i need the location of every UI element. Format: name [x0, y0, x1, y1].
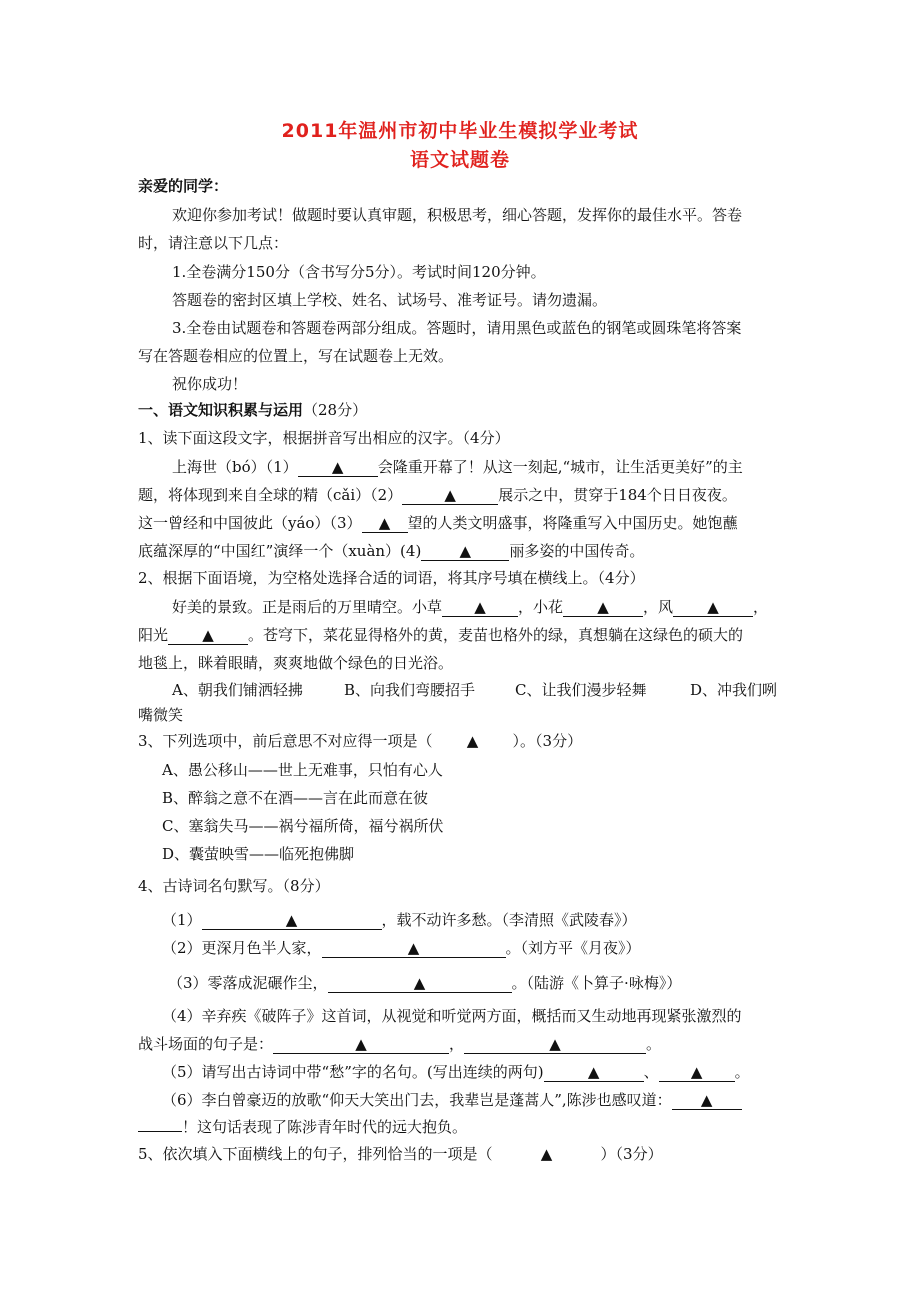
answer-blank[interactable]: [298, 458, 378, 477]
triangle-marker-icon: ▲: [474, 598, 486, 616]
q1-line4: [138, 541, 644, 561]
answer-blank[interactable]: [328, 974, 512, 993]
answer-blank[interactable]: [442, 598, 518, 617]
q4-text: （1）: [162, 911, 202, 929]
q4-text: 。（刘方平《月夜》）: [505, 939, 641, 957]
q1-text: 题，将体现到来自全球的精（cǎi）（2）: [138, 486, 403, 504]
intro-paragraph-line1: 欢迎你参加考试！做题时要认真审题，积极思考，细心答题，发挥你的最佳水平。答卷: [172, 206, 743, 224]
triangle-marker-icon: ▲: [355, 1035, 367, 1053]
triangle-marker-icon: ▲: [407, 939, 420, 957]
answer-blank[interactable]: [402, 486, 498, 505]
q2-text: ，: [753, 598, 769, 616]
q2-text: ，风: [643, 598, 674, 616]
q4-item-6-line2: [138, 1117, 467, 1137]
q1-line2: [138, 485, 737, 505]
answer-blank[interactable]: [464, 1035, 646, 1054]
note-1: 1.全卷满分150分（含书写分5分）。考试时间120分钟。: [172, 263, 546, 281]
triangle-marker-icon: ▲: [587, 1063, 600, 1081]
q4-item-2: [162, 938, 641, 958]
q1-stem: 1、读下面这段文字，根据拼音写出相应的汉字。（4分）: [138, 429, 510, 447]
triangle-marker-icon: ▲: [597, 598, 609, 616]
answer-blank[interactable]: [273, 1035, 449, 1054]
exam-subtitle: 语文试题卷: [409, 149, 510, 171]
q1-line3: [138, 513, 738, 533]
answer-blank[interactable]: [322, 939, 506, 958]
note-2: 答题卷的密封区填上学校、姓名、试场号、准考证号。请勿遗漏。: [172, 291, 608, 309]
q2-option-c: C、让我们漫步轻舞: [515, 681, 647, 699]
q2-option-d: D、冲我们咧: [690, 681, 778, 699]
triangle-marker-icon: ▲: [466, 732, 479, 750]
triangle-marker-icon: ▲: [690, 1063, 703, 1081]
triangle-marker-icon: ▲: [540, 1145, 553, 1163]
q4-stem: 4、古诗词名句默写。（8分）: [138, 877, 330, 895]
q3-option-a: A、愚公移山——世上无难事，只怕有心人: [162, 761, 443, 779]
q4-text: 、: [643, 1063, 659, 1081]
triangle-marker-icon: ▲: [444, 486, 456, 504]
q1-text: 展示之中，贯穿于184个日日夜夜。: [498, 486, 737, 504]
q3-stem: [138, 731, 582, 751]
q5-stem: [138, 1144, 663, 1164]
triangle-marker-icon: ▲: [413, 974, 426, 992]
triangle-marker-icon: ▲: [378, 514, 391, 532]
q3-option-b: B、醉翁之意不在酒——言在此而意在彼: [162, 789, 429, 807]
answer-blank[interactable]: [544, 1063, 644, 1082]
q2-line1: [172, 597, 768, 617]
triangle-marker-icon: ▲: [202, 626, 214, 644]
q4-text: （5）请写出古诗词中带“愁”字的名句。(写出连续的两句): [162, 1063, 544, 1081]
q3-text: ）。（3分）: [512, 732, 583, 750]
q4-text: ，: [449, 1035, 465, 1053]
answer-blank[interactable]: [673, 598, 753, 617]
q2-text: 好美的景致。正是雨后的万里晴空。小草: [172, 598, 443, 616]
q4-text: （3）零落成泥碾作尘，: [168, 974, 328, 992]
section-score: （28分）: [303, 401, 368, 419]
q4-item-1: [162, 910, 637, 930]
q1-text: 底蕴深厚的“中国红”演绎一个（xuàn）(4): [138, 542, 422, 560]
q4-item-4-line2: [138, 1034, 661, 1054]
q4-text: （2）更深月色半人家，: [162, 939, 322, 957]
answer-blank[interactable]: [168, 626, 248, 645]
q4-text: 。: [734, 1063, 750, 1081]
answer-slot[interactable]: [493, 1144, 601, 1164]
greeting: 亲爱的同学：: [138, 177, 229, 195]
q5-text: 5、依次填入下面横线上的句子，排列恰当的一项是（: [138, 1145, 493, 1163]
q4-text: ！这句话表现了陈涉青年时代的远大抱负。: [182, 1118, 468, 1136]
q1-text: 丽多姿的中国传奇。: [509, 542, 645, 560]
triangle-marker-icon: ▲: [331, 458, 344, 476]
answer-blank[interactable]: [672, 1091, 742, 1110]
q4-text: 。: [646, 1035, 662, 1053]
answer-blank[interactable]: [421, 542, 509, 561]
q1-text: 会隆重开幕了！从这一刻起,“城市，让生活更美好”的主: [377, 458, 743, 476]
q3-option-c: C、塞翁失马——祸兮福所倚，福兮祸所伏: [162, 817, 444, 835]
q2-text: 阳光: [138, 626, 169, 644]
q1-text: 望的人类文明盛事，将隆重写入中国历史。她饱蘸: [407, 514, 738, 532]
answer-blank[interactable]: [138, 1131, 182, 1132]
q2-option-d-cont: 嘴微笑: [138, 706, 184, 724]
q2-option-b: B、向我们弯腰招手: [344, 681, 476, 699]
q4-text: （6）李白曾豪迈的放歌“仰天大笑出门去，我辈岂是蓬蒿人”,陈涉也感叹道：: [162, 1091, 672, 1109]
exam-title: 2011年温州市初中毕业生模拟学业考试: [281, 120, 639, 142]
intro-paragraph-line2: 时，请注意以下几点：: [138, 234, 289, 252]
q4-item-6-line1: [162, 1090, 742, 1110]
q1-text: 上海世（bó）（1）: [172, 458, 298, 476]
q2-line2: [138, 625, 743, 645]
q1-line1: [172, 457, 743, 477]
q4-item-3: [168, 973, 681, 993]
q4-text: 。（陆游《卜算子·咏梅》）: [511, 974, 682, 992]
q2-option-a: A、朝我们铺洒轻拂: [172, 681, 303, 699]
q1-text: 这一曾经和中国彼此（yáo）（3）: [138, 514, 362, 532]
q4-item-4-line1: （4）辛弃疾《破阵子》这首词，从视觉和听觉两方面，概括而又生动地再现紧张激烈的: [162, 1007, 742, 1025]
q2-text: ，小花: [518, 598, 564, 616]
q3-text: 3、下列选项中，前后意思不对应得一项是（: [138, 732, 433, 750]
q5-text: ）（3分）: [600, 1145, 663, 1163]
answer-blank[interactable]: [362, 514, 408, 533]
section-title: 一、语文知识积累与运用: [138, 401, 304, 419]
answer-blank[interactable]: [563, 598, 643, 617]
answer-slot[interactable]: [433, 731, 513, 751]
triangle-marker-icon: ▲: [285, 911, 298, 929]
triangle-marker-icon: ▲: [707, 598, 719, 616]
q2-text: 。苍穹下，菜花显得格外的黄，麦苗也格外的绿，真想躺在这绿色的硕大的: [248, 626, 744, 644]
q3-option-d: D、囊萤映雪——临死抱佛脚: [162, 845, 355, 863]
answer-blank[interactable]: [659, 1063, 735, 1082]
q4-text: ，载不动许多愁。（李清照《武陵春》）: [381, 911, 637, 929]
note-3-line1: 3.全卷由试题卷和答题卷两部分组成。答题时，请用黑色或蓝色的钢笔或圆珠笔将答案: [172, 319, 742, 337]
triangle-marker-icon: ▲: [549, 1035, 561, 1053]
note-3-line2: 写在答题卷相应的位置上，写在试题卷上无效。: [138, 347, 454, 365]
triangle-marker-icon: ▲: [700, 1091, 713, 1109]
section-heading: [138, 400, 367, 420]
q4-item-5: [162, 1062, 750, 1082]
triangle-marker-icon: ▲: [459, 542, 472, 560]
wish: 祝你成功！: [172, 375, 248, 393]
q2-stem: 2、根据下面语境，为空格处选择合适的词语，将其序号填在横线上。（4分）: [138, 569, 645, 587]
q4-text: 战斗场面的句子是：: [138, 1035, 274, 1053]
q2-line3: 地毯上，眯着眼睛，爽爽地做个绿色的日光浴。: [138, 654, 454, 672]
answer-blank[interactable]: [202, 911, 382, 930]
